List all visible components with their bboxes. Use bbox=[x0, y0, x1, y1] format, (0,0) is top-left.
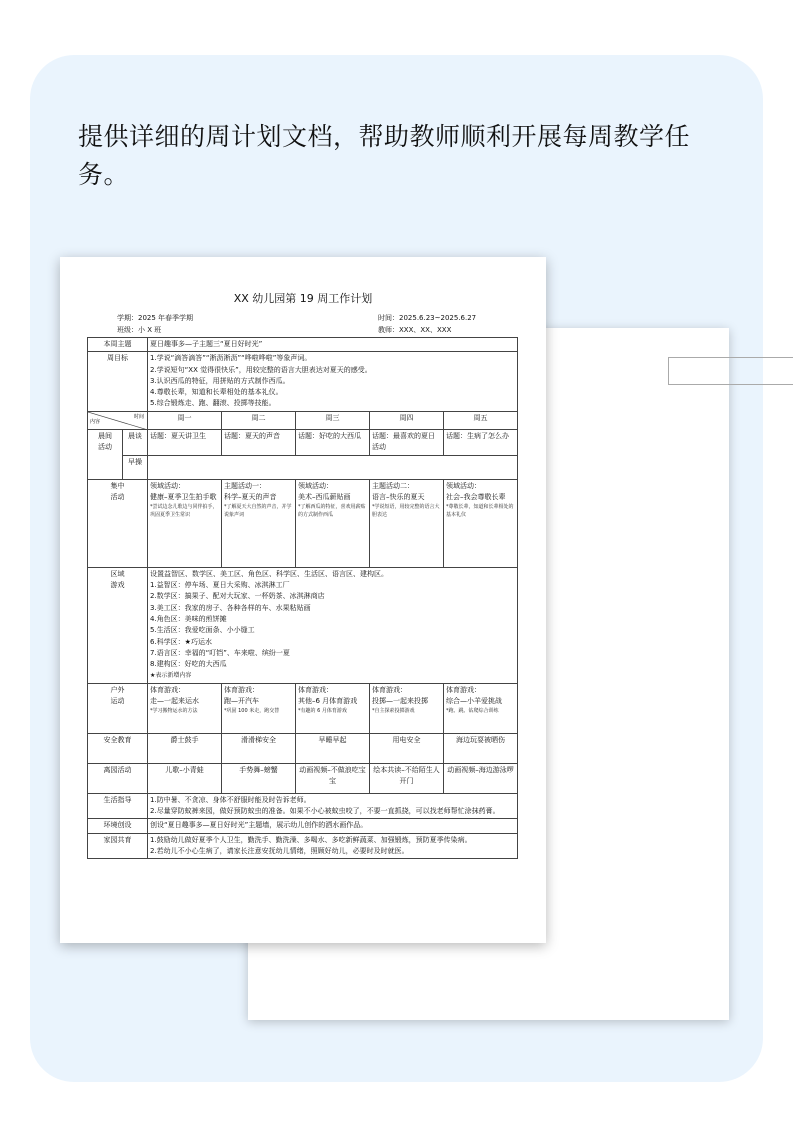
outdoor-type: 体育游戏： bbox=[150, 685, 185, 694]
corner-time: 时间 bbox=[133, 413, 144, 420]
safety-cell: 早睡早起 bbox=[296, 733, 370, 763]
safety-cell: 滑滑梯安全 bbox=[222, 733, 296, 763]
back-page-table-edge bbox=[668, 357, 793, 385]
goal-item: 2.学说短句“XX 觉得很快乐”，用较完整的语言大胆表达对夏天的感受。 bbox=[150, 365, 372, 374]
date-text: 时间：2025.6.23~2025.6.27 bbox=[378, 314, 477, 322]
outdoor-name: 走—一起来运水 bbox=[150, 697, 199, 706]
activity-name: 科学–夏天的声音 bbox=[224, 493, 277, 502]
goal-item: 5.综合锻炼走、跑、翻滚、投掷等技能。 bbox=[150, 399, 276, 408]
area-item: 5.生活区：我爱吃面条、小小缝工 bbox=[150, 626, 255, 635]
outdoor-note: *自主探索投掷游戏 bbox=[372, 708, 415, 715]
weekly-plan-document bbox=[60, 257, 546, 943]
outdoor-note: *跑、跳、钻爬综合训练 bbox=[446, 708, 499, 715]
outdoor-name: 跑—开汽车 bbox=[224, 697, 259, 706]
area-item: 3.美工区：我家的房子、各种各样的车、水果粘贴画 bbox=[150, 603, 311, 612]
outdoor-name: 投掷—一起来投掷 bbox=[372, 697, 428, 706]
area-label: 区域 游戏 bbox=[88, 567, 148, 683]
leave-cell: 绘本共读–不给陌生人开门 bbox=[370, 763, 444, 793]
day-header: 周五 bbox=[444, 411, 518, 429]
talk-label: 晨谈 bbox=[123, 429, 148, 455]
term-text: 学期：2025 年春季学期 bbox=[117, 314, 194, 322]
page-heading: 提供详细的周计划文档，帮助教师顺利开展每周教学任务。 bbox=[78, 122, 691, 189]
area-item: 8.建构区：好吃的大西瓜 bbox=[150, 660, 227, 669]
outdoor-type: 体育游戏： bbox=[298, 685, 333, 694]
activity-note: *学说短语，用较完整的语言大胆表达 bbox=[372, 504, 440, 519]
leave-cell: 手势舞–螃蟹 bbox=[222, 763, 296, 793]
life-item: 2.尽量穿防蚊裤来园，做好预防蚊虫的准备。如果不小心被蚊虫咬了，不要一直抓挠，可以找老师帮忙涂抹药膏。 bbox=[150, 807, 500, 816]
activity-type: 主题活动一： bbox=[224, 481, 266, 490]
group-cell bbox=[296, 479, 370, 567]
theme-value: 夏日趣事多—子主题三“夏日好时光” bbox=[148, 338, 518, 352]
activity-type: 领域活动： bbox=[446, 481, 481, 490]
outdoor-row bbox=[88, 683, 518, 733]
corner-content: 内容 bbox=[90, 419, 101, 426]
activity-name: 社会–我会尊敬长辈 bbox=[446, 493, 506, 502]
life-list bbox=[148, 793, 518, 819]
home-list bbox=[148, 833, 518, 859]
outdoor-note: *巩固 100 米走，跑交替 bbox=[224, 708, 280, 715]
home-label: 家园共育 bbox=[88, 833, 148, 859]
teachers-text: 教师：XXX、XX、XXX bbox=[378, 326, 452, 334]
outdoor-label: 户外 运动 bbox=[88, 683, 148, 733]
activity-type: 领域活动： bbox=[150, 481, 185, 490]
corner-cell bbox=[88, 411, 148, 429]
activity-note: *了解夏天大自然的声音，并学说象声词 bbox=[224, 504, 292, 519]
exercise-cell bbox=[148, 455, 518, 479]
env-value: 创设“夏日趣事多—夏日好时光”主题墙，展示幼儿创作的洒水画作品。 bbox=[148, 819, 518, 833]
activity-name: 语言–快乐的夏天 bbox=[372, 493, 425, 502]
home-item: 2.若幼儿不小心生病了，请家长注意安抚幼儿情绪，照顾好幼儿，必要时及时就医。 bbox=[150, 846, 409, 855]
group-cell bbox=[444, 479, 518, 567]
goals-row bbox=[88, 352, 518, 411]
talk-cell: 话题：夏天讲卫生 bbox=[148, 429, 222, 455]
activity-type: 领域活动： bbox=[298, 481, 333, 490]
leave-activity-row bbox=[88, 763, 518, 793]
day-header: 周二 bbox=[222, 411, 296, 429]
area-item: 4.角色区：美味的煎饼摊 bbox=[150, 614, 227, 623]
outdoor-cell bbox=[222, 683, 296, 733]
outdoor-name: 综合—小羊爱挑战 bbox=[446, 697, 502, 706]
exercise-row bbox=[88, 455, 518, 479]
goal-item: 4.尊敬长辈，知道和长辈相处的基本礼仪。 bbox=[150, 388, 283, 397]
home-item: 1.鼓励幼儿做好夏季个人卫生，勤洗手、勤洗澡、多喝水、多吃新鲜蔬菜、加强锻炼，预防夏季传染病。 bbox=[150, 835, 472, 844]
day-header: 周一 bbox=[148, 411, 222, 429]
group-cell bbox=[222, 479, 296, 567]
life-guidance-row bbox=[88, 793, 518, 819]
group-cell bbox=[370, 479, 444, 567]
area-list bbox=[148, 567, 518, 683]
safety-cell: 爵士鼓手 bbox=[148, 733, 222, 763]
talk-cell: 话题：生病了怎么办 bbox=[444, 429, 518, 455]
activity-note: *了解西瓜的特征，喜欢用薪贴的方式制作西瓜 bbox=[298, 504, 366, 519]
leave-cell: 动画视频–海边游泳啰 bbox=[444, 763, 518, 793]
outdoor-note: *有趣的 6 月体育游戏 bbox=[298, 708, 347, 715]
day-header: 周四 bbox=[370, 411, 444, 429]
activity-note: *尝试边念儿歌边与同伴拍手，巩固夏季卫生常识 bbox=[150, 504, 218, 519]
leave-label: 离园活动 bbox=[88, 763, 148, 793]
document-title: XX 幼儿园第 19 周工作计划 bbox=[233, 292, 373, 305]
talk-cell: 话题：最喜欢的夏日活动 bbox=[370, 429, 444, 455]
talk-cell: 话题：夏天的声音 bbox=[222, 429, 296, 455]
safety-cell: 用电安全 bbox=[370, 733, 444, 763]
outdoor-type: 体育游戏： bbox=[446, 685, 481, 694]
area-item: 设置益智区、数学区、美工区、角色区、科学区、生活区、语言区、建构区。 bbox=[150, 569, 388, 578]
days-header-row bbox=[88, 411, 518, 429]
environment-row bbox=[88, 819, 518, 833]
life-item: 1.防中暑、不贪凉、身体不舒服时能及时告诉老师。 bbox=[150, 795, 311, 804]
goal-item: 1.学说“滴答滴答”“淅沥淅沥”“哗啦哗啦”等象声词。 bbox=[150, 354, 312, 363]
area-item: 7.语言区：幸福的“叮铛”、车来啦、缤纷一夏 bbox=[150, 648, 290, 657]
group-label: 集中 活动 bbox=[88, 479, 148, 567]
outdoor-note: *学习搬物运水的方法 bbox=[150, 708, 198, 715]
theme-label: 本周主题 bbox=[88, 338, 148, 352]
outdoor-name: 其他–6 月体育游戏 bbox=[298, 697, 358, 706]
area-item: 1.益智区：停车场、夏日大采购、冰淇淋工厂 bbox=[150, 581, 290, 590]
class-text: 班级：小 X 班 bbox=[117, 326, 162, 334]
safety-label: 安全教育 bbox=[88, 733, 148, 763]
goal-item: 3.认识西瓜的特征，用拼贴的方式制作西瓜。 bbox=[150, 376, 290, 385]
activity-name: 健康–夏季卫生拍手歌 bbox=[150, 493, 217, 502]
goals-label: 周目标 bbox=[88, 352, 148, 411]
outdoor-type: 体育游戏： bbox=[372, 685, 407, 694]
group-cell bbox=[148, 479, 222, 567]
activity-name: 美术–西瓜薪贴画 bbox=[298, 493, 351, 502]
morning-talk-row bbox=[88, 429, 518, 455]
leave-cell: 儿歌–小青蛙 bbox=[148, 763, 222, 793]
goals-list bbox=[148, 352, 518, 411]
outdoor-cell bbox=[370, 683, 444, 733]
day-header: 周三 bbox=[296, 411, 370, 429]
activity-note: *尊敬长辈，知道和长辈相处的基本礼仪 bbox=[446, 504, 514, 519]
outdoor-cell bbox=[296, 683, 370, 733]
outdoor-cell bbox=[444, 683, 518, 733]
theme-row bbox=[88, 338, 518, 352]
safety-row bbox=[88, 733, 518, 763]
area-item: 6.科学区：★巧运水 bbox=[150, 637, 212, 646]
area-games-row bbox=[88, 567, 518, 683]
life-label: 生活指导 bbox=[88, 793, 148, 819]
morning-label: 晨间 活动 bbox=[88, 429, 123, 479]
leave-cell: 动画视频–不做浪吃宝宝 bbox=[296, 763, 370, 793]
home-school-row bbox=[88, 833, 518, 859]
env-label: 环境创设 bbox=[88, 819, 148, 833]
area-item: 2.数学区：搞果子、配对大玩家、一杯奶茶、冰淇淋商店 bbox=[150, 592, 325, 601]
exercise-label: 早操 bbox=[123, 455, 148, 479]
outdoor-cell bbox=[148, 683, 222, 733]
activity-type: 主题活动二： bbox=[372, 481, 414, 490]
weekly-plan-table bbox=[87, 337, 518, 859]
talk-cell: 话题：好吃的大西瓜 bbox=[296, 429, 370, 455]
outdoor-type: 体育游戏： bbox=[224, 685, 259, 694]
area-footnote: ★表示新增内容 bbox=[150, 672, 192, 680]
safety-cell: 海边玩耍被晒伤 bbox=[444, 733, 518, 763]
group-activity-row bbox=[88, 479, 518, 567]
